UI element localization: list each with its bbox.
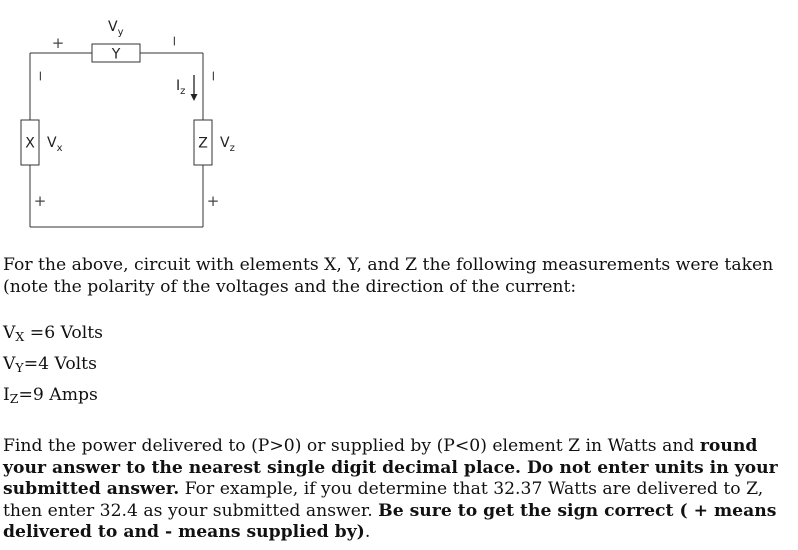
question-part2: For example, if you determine that 32.37 Watts are delivered to Z, then enter 32.4 as your submitted answer. (3, 479, 764, 521)
voltage-y-label: $V_y$ (108, 19, 124, 38)
question-end: . (364, 522, 371, 542)
measurement-vx: $V_X =6$ Volts (3, 323, 103, 344)
question-text (3, 436, 793, 544)
vz-minus-sign: − (205, 70, 221, 82)
element-x-label: X (25, 135, 35, 152)
intro-text: For the above, circuit with elements X, Y, and Z the following measurements were taken (note the polarity of the voltages and the direction of the current: (3, 255, 774, 297)
element-z-label: Z (198, 135, 208, 152)
vy-minus-sign: − (166, 35, 182, 47)
question-bold2: Be sure to get the sign correct ( + means delivered to and - means supplied by) (3, 500, 777, 542)
voltage-z-label: $V_z$ (220, 135, 235, 154)
measurement-vy: $V_Y=4$ Volts (3, 354, 97, 375)
circuit-diagram (0, 0, 798, 240)
current-z-label: $I_z$ (176, 78, 186, 97)
vx-minus-sign: − (32, 70, 48, 82)
current-arrow-icon (191, 75, 198, 101)
question-bold1: round your answer to the nearest single digit decimal place. Do not enter units in your submitted answer. (3, 436, 778, 499)
measurement-iz: $I_Z=9$ Amps (3, 385, 98, 406)
vz-plus-sign: + (206, 192, 220, 210)
element-y-label: Y (111, 46, 121, 63)
vx-plus-sign: + (33, 192, 47, 210)
question-part1: Find the power delivered to (P>0) or supplied by (P<0) element Z in Watts and (3, 436, 700, 456)
vy-plus-sign: + (51, 34, 65, 52)
voltage-x-label: $V_x$ (47, 135, 63, 154)
